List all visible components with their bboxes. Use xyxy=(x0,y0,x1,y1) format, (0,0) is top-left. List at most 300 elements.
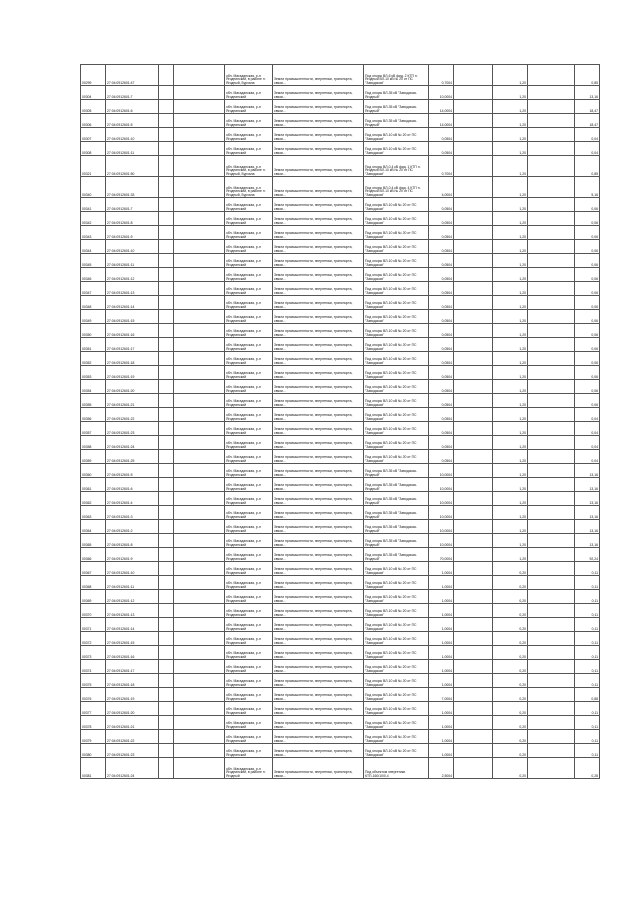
cell-use: Под опоры ВЛ-10 кВ № 20 от ПС "Заводская" xyxy=(364,324,429,338)
cell-empty xyxy=(159,422,174,436)
cell-use: Под опоры ВЛ-10 кВ № 20 от ПС "Заводская" xyxy=(364,422,429,436)
cell-cad: 27:04:0912601:18 xyxy=(106,674,159,688)
cell-empty xyxy=(159,198,174,212)
cell-adr: обл. Магаданская, р-н Ягоднинский xyxy=(225,464,273,478)
cell-a: 0,0504 xyxy=(429,212,454,226)
cell-empty xyxy=(159,156,174,177)
cell-cat: Земли промышленности, энергетики, транспорта, связи... xyxy=(273,674,364,688)
cell-cad: 27:04:0912601:2 xyxy=(106,520,159,534)
cell-empty xyxy=(454,674,493,688)
cell-a: 1,0004 xyxy=(429,646,454,660)
table-row xyxy=(81,646,600,660)
cell-a: 0,0504 xyxy=(429,142,454,156)
cell-b: 1,20 xyxy=(493,492,528,506)
cell-b: 1,20 xyxy=(493,226,528,240)
cell-use: Под опоры ВЛ-10 кВ № 20 от ПС "Заводская" xyxy=(364,240,429,254)
cell-c: 0,06 xyxy=(575,380,600,394)
cell-c: 0,11 xyxy=(575,646,600,660)
cell-cat: Земли промышленности, энергетики, транспорта, связи... xyxy=(273,618,364,632)
table-row xyxy=(81,65,600,86)
cell-use: Под опоры ВЛ-10 кВ № 20 от ПС "Заводская" xyxy=(364,660,429,674)
cell-cat: Земли промышленности, энергетики, транспорта, связи... xyxy=(273,436,364,450)
cell-empty xyxy=(159,380,174,394)
cell-empty xyxy=(528,380,575,394)
cell-c: 0,06 xyxy=(575,338,600,352)
cell-id: 00373 xyxy=(81,646,106,660)
cell-cat: Земли промышленности, энергетики, транспорта, связи... xyxy=(273,702,364,716)
cell-c: 0,04 xyxy=(575,422,600,436)
cell-c: 0,06 xyxy=(575,268,600,282)
cell-empty xyxy=(159,548,174,562)
cell-c: 0,11 xyxy=(575,702,600,716)
cell-cad: 27:04:0912601:16 xyxy=(106,646,159,660)
cell-empty xyxy=(159,688,174,702)
cell-empty xyxy=(159,310,174,324)
cell-c: 0,06 xyxy=(575,240,600,254)
cell-b: 1,20 xyxy=(493,310,528,324)
cell-empty xyxy=(528,296,575,310)
cell-a: 0,0504 xyxy=(429,296,454,310)
cell-b: 1,20 xyxy=(493,198,528,212)
cell-cad: 27:04:0912601:5 xyxy=(106,114,159,128)
cell-cat: Земли промышленности, энергетики, транспорта, связи... xyxy=(273,296,364,310)
cell-adr: обл. Магаданская, р-н Ягоднинский xyxy=(225,520,273,534)
cell-a: 0,0504 xyxy=(429,352,454,366)
cell-cat: Земли промышленности, энергетики, транспорта, связи... xyxy=(273,282,364,296)
cell-c: 0,11 xyxy=(575,632,600,646)
cell-b: 0,20 xyxy=(493,702,528,716)
cell-b: 0,20 xyxy=(493,688,528,702)
cell-empty xyxy=(454,226,493,240)
cell-b: 1,20 xyxy=(493,128,528,142)
cell-empty xyxy=(159,436,174,450)
cell-empty xyxy=(159,212,174,226)
table-row xyxy=(81,422,600,436)
cell-c: 0,06 xyxy=(575,212,600,226)
cell-empty xyxy=(528,520,575,534)
cell-use: Под опоры ВЛ-10 кВ № 20 от ПС "Заводская" xyxy=(364,394,429,408)
cell-id: 00356 xyxy=(81,408,106,422)
cell-empty xyxy=(454,632,493,646)
cell-adr: обл. Магаданская, р-н Ягоднинский xyxy=(225,618,273,632)
cell-cad: 27:04:0912601:20 xyxy=(106,380,159,394)
cell-a: 0,0504 xyxy=(429,408,454,422)
cell-empty xyxy=(159,520,174,534)
cell-cad: 27:04:0912601:21 xyxy=(106,716,159,730)
cell-empty xyxy=(528,394,575,408)
cell-cad: 27:04:0912601:50 xyxy=(106,156,159,177)
cell-empty xyxy=(454,520,493,534)
cell-id: 00345 xyxy=(81,254,106,268)
cell-use: Под опоры ВЛ-10 кВ № 20 от ПС "Заводская" xyxy=(364,744,429,758)
cell-empty xyxy=(528,366,575,380)
cell-id: 00357 xyxy=(81,422,106,436)
cell-use: Под опоры ВЛ-10 кВ № 20 от ПС "Заводская" xyxy=(364,436,429,450)
table-row xyxy=(81,366,600,380)
cell-id: 00352 xyxy=(81,352,106,366)
cell-b: 1,20 xyxy=(493,338,528,352)
table-row xyxy=(81,352,600,366)
cell-cat: Земли промышленности, энергетики, транспорта, связи... xyxy=(273,562,364,576)
cell-b: 0,20 xyxy=(493,618,528,632)
cell-a: 1,0004 xyxy=(429,562,454,576)
cell-use: Под опоры ВЛ-10 кВ № 20 от ПС "Заводская" xyxy=(364,590,429,604)
cell-adr: обл. Магаданская, р-н Ягоднинский xyxy=(225,548,273,562)
cell-id: 00308 xyxy=(81,142,106,156)
table-row xyxy=(81,114,600,128)
cell-cad: 27:04:0912601:19 xyxy=(106,366,159,380)
cell-empty xyxy=(454,65,493,86)
cell-b: 1,20 xyxy=(493,450,528,464)
table-row xyxy=(81,562,600,576)
cell-empty xyxy=(159,282,174,296)
table-row xyxy=(81,408,600,422)
cell-empty xyxy=(159,618,174,632)
cell-a: 1,0004 xyxy=(429,716,454,730)
cell-empty xyxy=(454,562,493,576)
cell-adr: обл. Магаданская, р-н Ягоднинский xyxy=(225,240,273,254)
cell-empty xyxy=(174,86,225,100)
cell-id: 00346 xyxy=(81,268,106,282)
cell-empty xyxy=(174,240,225,254)
cell-cad: 27:04:0912601:11 xyxy=(106,142,159,156)
cell-empty xyxy=(159,646,174,660)
cell-empty xyxy=(159,534,174,548)
cell-a: 14,0004 xyxy=(429,100,454,114)
cell-adr: обл. Магаданская, р-н Ягоднинский xyxy=(225,702,273,716)
cell-id: 00341 xyxy=(81,198,106,212)
cell-id: 00361 xyxy=(81,478,106,492)
table-row xyxy=(81,730,600,744)
cell-cat: Земли промышленности, энергетики, транспорта, связи... xyxy=(273,632,364,646)
table-row xyxy=(81,226,600,240)
cell-cad: 27:04:0912601:23 xyxy=(106,744,159,758)
cell-use: Под опоры ВЛ-10 кВ № 20 от ПС "Заводская" xyxy=(364,226,429,240)
cell-empty xyxy=(159,128,174,142)
cell-adr: обл. Магаданская, р-н Ягоднинский xyxy=(225,590,273,604)
cell-cad: 27:04:0912601:22 xyxy=(106,408,159,422)
cell-id: 00377 xyxy=(81,702,106,716)
cell-use: Под опоры ВЛ-10 кВ № 20 от ПС "Заводская" xyxy=(364,212,429,226)
cell-cad: 27:04:0912601:10 xyxy=(106,562,159,576)
cell-a: 0,0504 xyxy=(429,310,454,324)
cell-empty xyxy=(528,506,575,520)
cell-a: 1,0004 xyxy=(429,660,454,674)
cell-empty xyxy=(528,660,575,674)
cell-adr: обл. Магаданская, р-н Ягоднинский xyxy=(225,674,273,688)
table-row xyxy=(81,324,600,338)
cell-adr: обл. Магаданская, р-н Ягоднинский xyxy=(225,212,273,226)
cell-empty xyxy=(159,744,174,758)
cell-cat: Земли промышленности, энергетики, транспорта, связи... xyxy=(273,576,364,590)
cell-use: Под опоры ВЛ-35 кВ "Заводская-Ягодный" xyxy=(364,478,429,492)
cell-adr: обл. Магаданская, р-н Ягоднинский xyxy=(225,688,273,702)
cell-empty xyxy=(174,324,225,338)
cell-empty xyxy=(528,86,575,100)
cell-empty xyxy=(174,702,225,716)
cell-cat: Земли промышленности, энергетики, транспорта, связи... xyxy=(273,254,364,268)
table-row xyxy=(81,380,600,394)
cell-id: 00379 xyxy=(81,730,106,744)
cell-empty xyxy=(528,464,575,478)
cell-empty xyxy=(174,492,225,506)
cell-b: 1,20 xyxy=(493,254,528,268)
cell-empty xyxy=(159,338,174,352)
cell-c: 0,11 xyxy=(575,660,600,674)
cell-b: 1,20 xyxy=(493,394,528,408)
cell-empty xyxy=(174,212,225,226)
cell-empty xyxy=(174,177,225,198)
cell-use: Под опоры ВЛ-10 кВ № 20 от ПС "Заводская" xyxy=(364,142,429,156)
cell-cad: 27:04:0912601:13 xyxy=(106,282,159,296)
cell-adr: обл. Магаданская, р-н Ягоднинский xyxy=(225,128,273,142)
cell-cad: 27:04:0912601:10 xyxy=(106,128,159,142)
cell-a: 0,0504 xyxy=(429,282,454,296)
cell-empty xyxy=(174,114,225,128)
cell-cat: Земли промышленности, энергетики, транспорта, связи... xyxy=(273,226,364,240)
cell-cat: Земли промышленности, энергетики, транспорта, связи... xyxy=(273,730,364,744)
cell-adr: обл. Магаданская, р-н Ягоднинский xyxy=(225,338,273,352)
cell-use: Под опоры ВЛ-10 кВ № 20 от ПС "Заводская" xyxy=(364,366,429,380)
cell-c: 0,85 xyxy=(575,65,600,86)
cell-id: 00366 xyxy=(81,548,106,562)
cell-id: 00358 xyxy=(81,436,106,450)
cell-empty xyxy=(528,576,575,590)
cell-id: 00365 xyxy=(81,534,106,548)
cell-a: 1,0004 xyxy=(429,604,454,618)
cell-c: 0,04 xyxy=(575,142,600,156)
cell-empty xyxy=(454,590,493,604)
table-row xyxy=(81,338,600,352)
cell-adr: обл. Магаданская, р-н Ягоднинский xyxy=(225,142,273,156)
cell-adr: обл. Магаданская, р-н Ягоднинский xyxy=(225,646,273,660)
table-row xyxy=(81,478,600,492)
table-row xyxy=(81,128,600,142)
cell-empty xyxy=(528,604,575,618)
cell-b: 1,20 xyxy=(493,436,528,450)
cell-c: 0,11 xyxy=(575,576,600,590)
cell-c: 0,11 xyxy=(575,590,600,604)
cell-cat: Земли промышленности, энергетики, транспорта, связи... xyxy=(273,744,364,758)
cell-a: 0,7004 xyxy=(429,156,454,177)
cell-b: 1,20 xyxy=(493,380,528,394)
cell-empty xyxy=(174,436,225,450)
cell-b: 1,20 xyxy=(493,366,528,380)
cell-cad: 27:04:0912601:23 xyxy=(106,422,159,436)
cell-empty xyxy=(454,716,493,730)
table-row xyxy=(81,716,600,730)
cell-use: Под опоры ВЛ-10 кВ № 20 от ПС "Заводская" xyxy=(364,198,429,212)
cell-id: 00376 xyxy=(81,688,106,702)
cell-adr: обл. Магаданская, р-н Ягоднинский xyxy=(225,576,273,590)
cell-a: 14,0004 xyxy=(429,114,454,128)
cell-empty xyxy=(454,338,493,352)
cell-a: 7,0004 xyxy=(429,688,454,702)
cell-a: 0,0504 xyxy=(429,198,454,212)
cell-id: 00353 xyxy=(81,366,106,380)
cell-a: 0,0504 xyxy=(429,268,454,282)
cell-cad: 27:04:0912601:8 xyxy=(106,534,159,548)
cell-empty xyxy=(174,562,225,576)
cell-cat: Земли промышленности, энергетики, транспорта, связи... xyxy=(273,660,364,674)
cell-adr: обл. Магаданская, р-н Ягоднинский xyxy=(225,352,273,366)
cell-adr: обл. Магаданская, р-н Ягоднинский xyxy=(225,226,273,240)
cell-empty xyxy=(174,65,225,86)
cell-empty xyxy=(528,422,575,436)
land-plots-table xyxy=(80,64,600,779)
cell-cad: 27:04:0912601:3 xyxy=(106,506,159,520)
cell-adr: обл. Магаданская, р-н Ягоднинский xyxy=(225,100,273,114)
cell-empty xyxy=(174,520,225,534)
cell-cat: Земли промышленности, энергетики, транспорта, связи... xyxy=(273,394,364,408)
cell-empty xyxy=(454,86,493,100)
cell-id: 00369 xyxy=(81,590,106,604)
cell-id: 00375 xyxy=(81,674,106,688)
cell-empty xyxy=(454,282,493,296)
cell-a: 10,0004 xyxy=(429,520,454,534)
cell-adr: обл. Магаданская, р-н Ягоднинский, в районе п. Ягодный, Бурхала xyxy=(225,65,273,86)
cell-empty xyxy=(159,758,174,779)
cell-empty xyxy=(454,478,493,492)
cell-empty xyxy=(454,114,493,128)
cell-adr: обл. Магаданская, р-н Ягоднинский xyxy=(225,730,273,744)
cell-a: 10,0004 xyxy=(429,86,454,100)
cell-empty xyxy=(528,226,575,240)
cell-empty xyxy=(528,177,575,198)
cell-c: 13,16 xyxy=(575,534,600,548)
cell-id: 00305 xyxy=(81,100,106,114)
cell-a: 0,0504 xyxy=(429,422,454,436)
cell-c: 0,11 xyxy=(575,604,600,618)
cell-empty xyxy=(174,408,225,422)
cell-a: 1,0004 xyxy=(429,618,454,632)
cell-empty xyxy=(454,436,493,450)
cell-b: 1,20 xyxy=(493,534,528,548)
cell-a: 70,0004 xyxy=(429,548,454,562)
cell-empty xyxy=(528,282,575,296)
table-row xyxy=(81,702,600,716)
cell-empty xyxy=(454,380,493,394)
cell-empty xyxy=(454,156,493,177)
cell-cat: Земли промышленности, энергетики, транспорта, связи... xyxy=(273,268,364,282)
cell-empty xyxy=(174,268,225,282)
cell-a: 0,0504 xyxy=(429,324,454,338)
cell-id: 00349 xyxy=(81,310,106,324)
cell-c: 0,06 xyxy=(575,282,600,296)
cell-empty xyxy=(174,156,225,177)
cell-c: 0,06 xyxy=(575,198,600,212)
cell-a: 0,0504 xyxy=(429,394,454,408)
cell-id: 00372 xyxy=(81,632,106,646)
cell-c: 0,06 xyxy=(575,310,600,324)
table-row xyxy=(81,142,600,156)
cell-empty xyxy=(159,254,174,268)
cell-empty xyxy=(528,254,575,268)
cell-use: Под опоры ВЛ-10 кВ № 20 от ПС "Заводская" xyxy=(364,716,429,730)
cell-empty xyxy=(528,268,575,282)
cell-cat: Земли промышленности, энергетики, транспорта, связи... xyxy=(273,198,364,212)
cell-empty xyxy=(454,576,493,590)
cell-adr: обл. Магаданская, р-н Ягоднинский xyxy=(225,744,273,758)
cell-cat: Земли промышленности, энергетики, транспорта, связи... xyxy=(273,380,364,394)
cell-a: 1,0004 xyxy=(429,744,454,758)
cell-use: Под опоры ВЛ-35 кВ "Заводская-Ягодный" xyxy=(364,548,429,562)
cell-adr: обл. Магаданская, р-н Ягоднинский, в районе п. Ягодный, Бурхала xyxy=(225,177,273,198)
cell-c: 13,16 xyxy=(575,520,600,534)
cell-b: 1,20 xyxy=(493,282,528,296)
cell-empty xyxy=(454,422,493,436)
cell-empty xyxy=(528,548,575,562)
cell-empty xyxy=(159,506,174,520)
cell-use: Под опоры ВЛ-10 кВ № 20 от ПС "Заводская" xyxy=(364,338,429,352)
cell-use: Под опоры ВЛ-10 кВ № 20 от ПС "Заводская" xyxy=(364,408,429,422)
cell-cat: Земли промышленности, энергетики, транспорта, связи... xyxy=(273,534,364,548)
cell-a: 1,0004 xyxy=(429,730,454,744)
cell-cad: 27:04:0912601:13 xyxy=(106,604,159,618)
table-row xyxy=(81,212,600,226)
cell-adr: обл. Магаданская, р-н Ягоднинский xyxy=(225,268,273,282)
cell-empty xyxy=(174,198,225,212)
cell-empty xyxy=(174,394,225,408)
cell-c: 18,47 xyxy=(575,114,600,128)
cell-b: 0,20 xyxy=(493,744,528,758)
cell-b: 1,20 xyxy=(493,142,528,156)
cell-empty xyxy=(174,128,225,142)
table-row xyxy=(81,590,600,604)
cell-c: 0,11 xyxy=(575,744,600,758)
cell-adr: обл. Магаданская, р-н Ягоднинский xyxy=(225,114,273,128)
cell-empty xyxy=(174,142,225,156)
cell-cat: Земли промышленности, энергетики, транспорта, связи... xyxy=(273,422,364,436)
cell-id: 00367 xyxy=(81,562,106,576)
cell-b: 0,20 xyxy=(493,730,528,744)
cell-b: 0,20 xyxy=(493,604,528,618)
cell-use: Под опоры ВЛ-10 кВ № 20 от ПС "Заводская" xyxy=(364,618,429,632)
cell-cad: 27:04:0912601:15 xyxy=(106,310,159,324)
cell-empty xyxy=(174,226,225,240)
cell-b: 0,20 xyxy=(493,632,528,646)
cell-empty xyxy=(454,366,493,380)
cell-cat: Земли промышленности, энергетики, транспорта, связи... xyxy=(273,128,364,142)
cell-empty xyxy=(454,324,493,338)
cell-empty xyxy=(174,282,225,296)
cell-empty xyxy=(159,114,174,128)
cell-id: 00348 xyxy=(81,296,106,310)
cell-adr: обл. Магаданская, р-н Ягоднинский xyxy=(225,296,273,310)
cell-cad: 27:04:0912601:17 xyxy=(106,338,159,352)
cell-use: Под опоры ВЛ-10 кВ № 20 от ПС "Заводская" xyxy=(364,268,429,282)
cell-empty xyxy=(454,408,493,422)
cell-adr: обл. Магаданская, р-н Ягоднинский xyxy=(225,534,273,548)
cell-a: 10,0004 xyxy=(429,534,454,548)
cell-empty xyxy=(159,240,174,254)
cell-use: Под опоры ВЛ-35 кВ "Заводская-Ягодный" xyxy=(364,100,429,114)
cell-use: Под опоры ВЛ-6 кВ фид. 2 КТП п. Ягодный ВЛ-10 кВ № 20 от ПС "Заводская" xyxy=(364,65,429,86)
cell-c: 0,04 xyxy=(575,450,600,464)
cell-b: 1,20 xyxy=(493,408,528,422)
cell-id: 00359 xyxy=(81,450,106,464)
cell-id: 00304 xyxy=(81,86,106,100)
table-row xyxy=(81,492,600,506)
cell-c: 0,11 xyxy=(575,618,600,632)
cell-empty xyxy=(454,212,493,226)
cell-empty xyxy=(159,576,174,590)
cell-adr: обл. Магаданская, р-н Ягоднинский xyxy=(225,380,273,394)
cell-b: 1,20 xyxy=(493,478,528,492)
cell-c: 0,04 xyxy=(575,436,600,450)
cell-use: Под опоры ВЛ-10 кВ № 20 от ПС "Заводская" xyxy=(364,576,429,590)
cell-empty xyxy=(159,296,174,310)
